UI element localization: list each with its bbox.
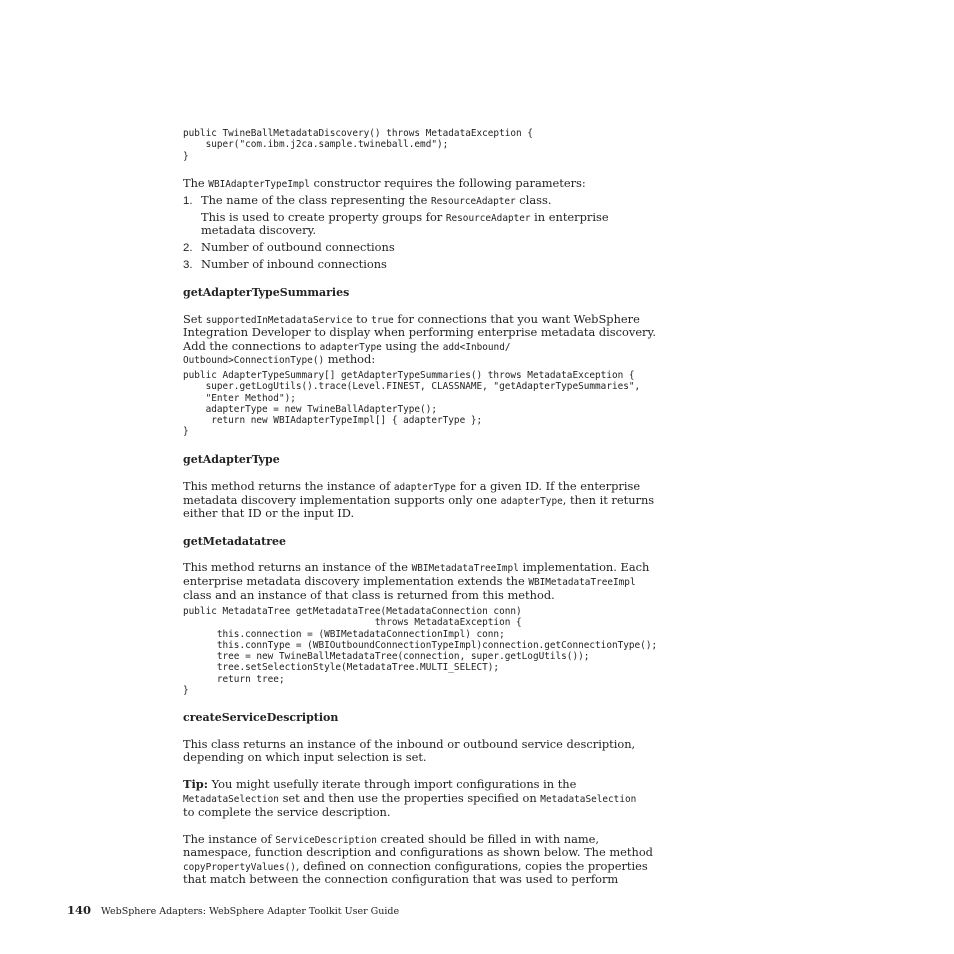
paragraph-metadatatree-line3: class and an instance of that class is returned from this method.	[183, 588, 555, 602]
tip-line1: Tip: You might usefully iterate through import configurations in the	[183, 777, 577, 791]
paragraph-service-description-line2: depending on which input selection is set.	[183, 750, 427, 764]
code-constructor: public TwineBallMetadataDiscovery() throws MetadataException { super("com.ibm.j2ca.sample.twineball.emd"); }	[183, 128, 533, 162]
heading-create-service-description: createServiceDescription	[183, 711, 339, 724]
paragraph-adapter-type-line2: metadata discovery implementation supports only one adapterType, then it returns	[183, 493, 655, 507]
list-item-2: 2. Number of outbound connections	[183, 240, 395, 254]
list-item-1: 1. The name of the class representing the ResourceAdapter class.	[183, 193, 552, 207]
list-item-3: 3. Number of inbound connections	[183, 257, 387, 271]
code-get-adapter-type-summaries: public AdapterTypeSummary[] getAdapterTypeSummaries() throws MetadataException { super.getLogUtils().trace(Level.FINEST, CLASSNAME, "getAdapterTypeSummaries", "Enter Method"); adapterType = new TwineBallAdapterType(); return new WBIAdapterTypeImpl[] { adapterType }; }	[183, 370, 641, 438]
paragraph-summaries-line2: Integration Developer to display when performing enterprise metadata discovery.	[183, 325, 657, 339]
paragraph-summaries-line1: Set supportedInMetadataService to true for connections that you want WebSphere	[183, 312, 640, 326]
paragraph-metadatatree-line1: This method returns an instance of the WBIMetadataTreeImpl implementation. Each	[183, 560, 650, 574]
paragraph-summaries-line4: Outbound>ConnectionType() method:	[183, 352, 376, 366]
paragraph-summaries-line3: Add the connections to adapterType using the add<Inbound/	[183, 339, 511, 353]
page-footer	[67, 903, 399, 917]
paragraph-instance-line3: copyPropertyValues(), defined on connection configurations, copies the properties	[183, 859, 648, 873]
paragraph-instance-line4: that match between the connection configuration that was used to perform	[183, 872, 619, 886]
heading-get-adapter-type-summaries: getAdapterTypeSummaries	[183, 286, 350, 299]
page-number: 140	[67, 903, 92, 917]
paragraph-service-description-line1: This class returns an instance of the inbound or outbound service description,	[183, 737, 636, 751]
list-item-1-detail: This is used to create property groups for ResourceAdapter in enterprise	[201, 210, 609, 224]
heading-get-metadatatree: getMetadatatree	[183, 535, 287, 548]
paragraph-adapter-type-line1: This method returns the instance of adapterType for a given ID. If the enterprise	[183, 479, 641, 493]
tip-line2: MetadataSelection set and then use the properties specified on MetadataSelection	[183, 791, 637, 805]
paragraph-adapter-type-line3: either that ID or the input ID.	[183, 506, 355, 520]
tip-line3: to complete the service description.	[183, 805, 391, 819]
footer-title: WebSphere Adapters: WebSphere Adapter Toolkit User Guide	[101, 906, 400, 917]
paragraph-metadatatree-line2: enterprise metadata discovery implementation extends the WBIMetadataTreeImpl	[183, 574, 636, 588]
paragraph-instance-line2: namespace, function description and configurations as shown below. The method	[183, 845, 653, 859]
paragraph-intro: The WBIAdapterTypeImpl constructor requires the following parameters:	[183, 176, 586, 190]
tip-label: Tip:	[183, 777, 208, 791]
paragraph-instance-line1: The instance of ServiceDescription created should be filled in with name,	[183, 832, 600, 846]
heading-get-adapter-type: getAdapterType	[183, 453, 280, 466]
list-item-1-detail-line2: metadata discovery.	[201, 223, 317, 237]
code-get-metadata-tree: public MetadataTree getMetadataTree(MetadataConnection conn) throws MetadataException { this.connection = (WBIMetadataConnectionImpl) conn; this.connType = (WBIOutboundConnectionTypeImpl)connection.getConnectionType(); tree = new TwineBallMetadataTree(connection, super.getLogUtils()); tree.setSelectionStyle(MetadataTree.MULTI_SELECT); return tree; }	[183, 606, 658, 697]
